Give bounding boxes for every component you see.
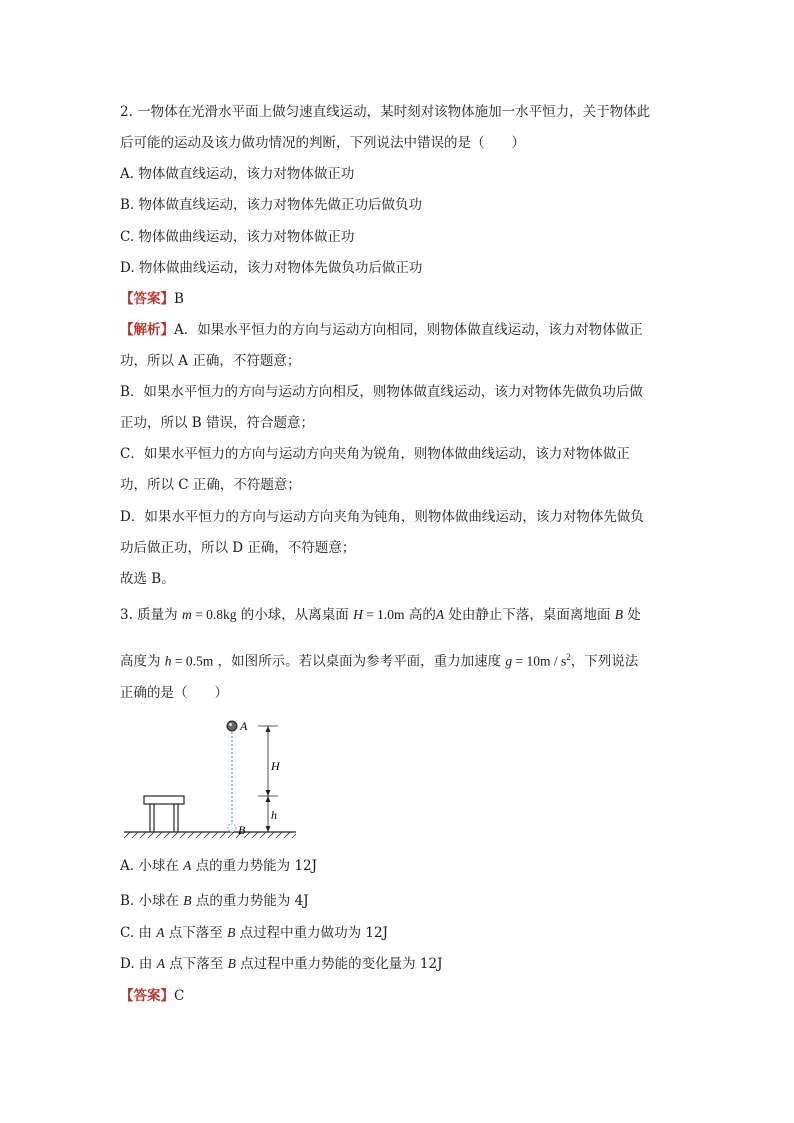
- q3-option-c: [120, 924, 388, 942]
- math-B: B: [614, 607, 623, 622]
- q2-conclusion: 故选 B。: [120, 571, 175, 587]
- q2-answer: [120, 290, 184, 308]
- answer-value: B: [174, 291, 184, 307]
- text: 点下落至: [164, 925, 228, 941]
- text: 的小球，从离桌面: [236, 607, 354, 623]
- arrow-head-icon: [266, 726, 271, 732]
- answer-tag: 【答案】: [120, 291, 174, 307]
- text: ，如图所示。若以桌面为参考平面，重力加速度: [213, 653, 506, 670]
- text: C. 由: [120, 925, 157, 941]
- arrow-head-icon: [266, 796, 271, 802]
- ball-ghost-icon: [228, 824, 236, 832]
- answer-value: C: [174, 988, 185, 1004]
- math-H-value: = 1.0m: [362, 607, 405, 622]
- arrow-head-icon: [266, 790, 271, 796]
- math-point: A: [156, 956, 165, 971]
- q3-option-b: [120, 892, 309, 910]
- text: 点的重力势能为 4J: [191, 893, 309, 909]
- text: 点下落至: [164, 956, 228, 972]
- q3-stem-line-1: [120, 606, 641, 624]
- text: 高度为: [120, 653, 165, 670]
- q3-stem-line-3: 正确的是（ ）: [120, 685, 228, 701]
- answer-tag: 【答案】: [120, 988, 174, 1004]
- ball-icon: [227, 721, 237, 731]
- analysis-tag: 【解析】: [120, 322, 174, 338]
- text: 点过程中重力做功为 12J: [235, 925, 389, 941]
- text: 点的重力势能为 12J: [191, 858, 318, 874]
- q2-analysis-line-3: B．如果水平恒力的方向与运动方向相反，则物体做直线运动，该力对物体先做负功后做: [120, 384, 643, 400]
- q2-analysis-line-8: 功后做正功，所以 D 正确，不符题意；: [120, 540, 356, 556]
- label-H: H: [271, 759, 280, 773]
- ball-highlight: [229, 723, 232, 726]
- q2-analysis-line-7: D．如果水平恒力的方向与运动方向夹角为钝角，则物体做曲线运动，该力对物体先做负: [120, 509, 644, 525]
- q2-stem-line-1: 2. 一物体在光滑水平面上做匀速直线运动，某时刻对该物体施加一水平恒力，关于物体此: [120, 104, 651, 120]
- math-point: B: [183, 893, 192, 908]
- falling-ball-figure: [118, 712, 308, 842]
- q3-answer: [120, 987, 184, 1005]
- text: B. 小球在: [120, 893, 184, 909]
- label-h: h: [271, 808, 277, 822]
- text: 处由静止下落，桌面离地面: [444, 607, 615, 623]
- ground-hatching: [124, 832, 296, 838]
- math-m-value: = 0.8kg: [191, 607, 237, 622]
- math-h: h: [164, 653, 172, 669]
- q3-option-d: [120, 955, 443, 973]
- q3-option-a: [120, 857, 317, 875]
- text: 3. 质量为: [120, 607, 182, 623]
- text: 处: [622, 607, 641, 623]
- analysis-text: A．如果水平恒力的方向与运动方向相同，则物体做直线运动，该力对物体做正: [174, 322, 643, 338]
- q3-stem-line-2: [120, 648, 638, 671]
- q2-analysis-line-5: C．如果水平恒力的方向与运动方向夹角为锐角，则物体做曲线运动，该力对物体做正: [120, 446, 630, 462]
- q2-option-a: A. 物体做直线运动，该力对物体做正功: [120, 166, 355, 182]
- q2-option-d: D. 物体做曲线运动，该力对物体先做负功后做正功: [120, 260, 423, 276]
- math-g-exponent: 2: [566, 652, 571, 662]
- text: ，下列说法: [570, 653, 639, 670]
- q2-analysis-line-2: 功，所以 A 正确，不符题意；: [120, 353, 301, 369]
- table: [144, 796, 184, 832]
- math-m: m: [181, 607, 192, 622]
- q2-analysis-line-1: [120, 321, 643, 339]
- math-point: A: [156, 925, 165, 940]
- math-point: B: [227, 956, 236, 971]
- label-B: B: [238, 823, 246, 837]
- q2-option-c: C. 物体做曲线运动，该力对物体做正功: [120, 229, 355, 245]
- text: 高的: [404, 607, 436, 623]
- arrow-head-icon: [266, 826, 271, 832]
- q2-option-b: B. 物体做直线运动，该力对物体先做正功后做负功: [120, 197, 423, 213]
- text: D. 由: [120, 956, 157, 972]
- math-point: B: [227, 925, 236, 940]
- q2-stem-line-2: 后可能的运动及该力做功情况的判断，下列说法中错误的是（ ）: [120, 135, 525, 151]
- math-h-value: = 0.5m: [171, 653, 214, 669]
- math-point: A: [183, 858, 192, 873]
- math-g: g: [505, 653, 513, 669]
- math-g-value: = 10m / s: [512, 653, 567, 669]
- text: 点过程中重力势能的变化量为 12J: [235, 956, 443, 972]
- q2-analysis-line-4: 正功，所以 B 错误，符合题意；: [120, 415, 315, 431]
- q2-analysis-line-6: 功，所以 C 正确，不符题意；: [120, 477, 301, 493]
- label-A: A: [240, 719, 248, 733]
- text: A. 小球在: [120, 858, 184, 874]
- math-H: H: [353, 607, 363, 622]
- math-A: A: [435, 607, 445, 622]
